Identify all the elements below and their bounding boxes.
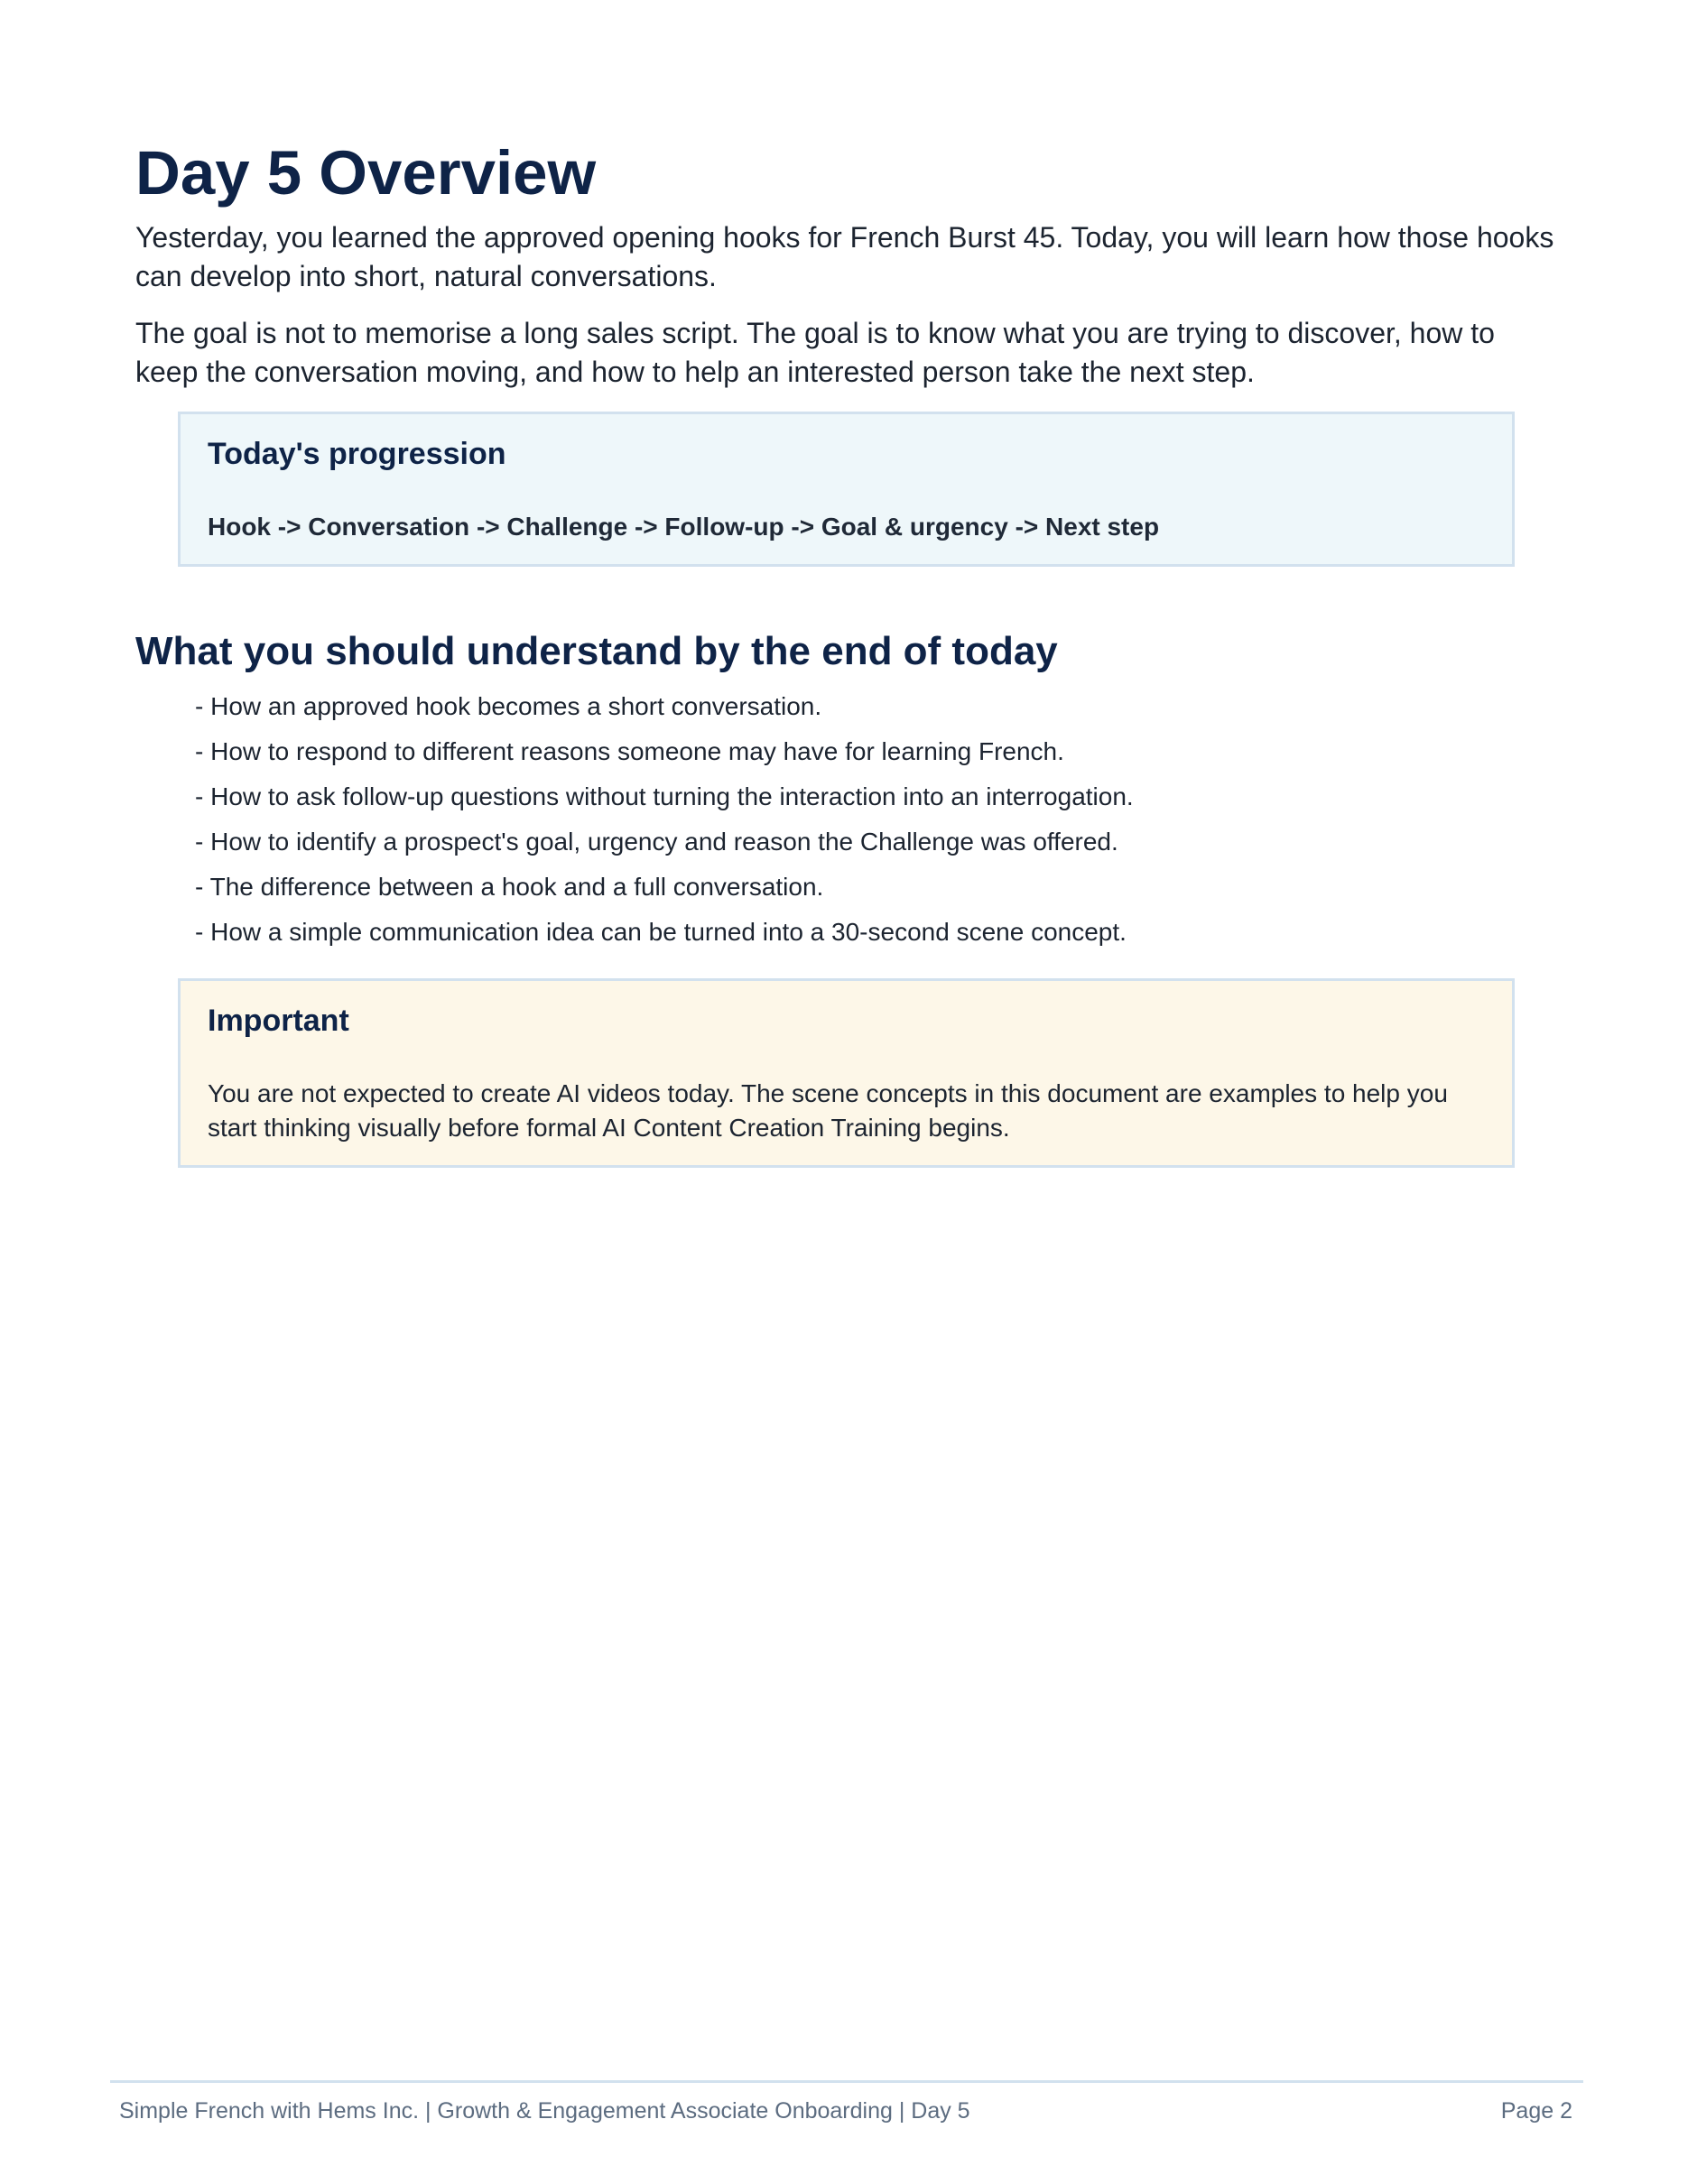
important-body: You are not expected to create AI videos today. The scene concepts in this document are examples to help you start thinking visually before formal AI Content Creation Training begins. <box>208 1079 1448 1142</box>
progression-title: Today's progression <box>208 437 506 471</box>
page-number: Page 2 <box>1500 2098 1572 2124</box>
list-item: - How to ask follow-up questions without turning the interaction into an interrogation. <box>195 782 1134 810</box>
footer-text: Simple French with Hems Inc. | Growth & Engagement Associate Onboarding | Day 5 <box>119 2098 970 2124</box>
footer-divider <box>110 2080 1583 2083</box>
page-title: Day 5 Overview <box>135 138 597 208</box>
important-title: Important <box>208 1004 349 1038</box>
intro-paragraph-2: The goal is not to memorise a long sales script. The goal is to know what you are trying to discover, how to keep the conversation moving, and how to help an interested person take the next step. <box>135 317 1495 388</box>
progression-callout <box>178 412 1515 567</box>
list-item: - How an approved hook becomes a short conversation. <box>195 692 822 720</box>
important-callout <box>178 978 1515 1168</box>
list-item: - How to respond to different reasons someone may have for learning French. <box>195 737 1064 765</box>
document-page <box>135 135 1553 1168</box>
goals-list <box>195 691 1553 948</box>
list-item: - How a simple communication idea can be turned into a 30-second scene concept. <box>195 918 1127 946</box>
goals-heading: What you should understand by the end of today <box>135 629 1058 673</box>
progression-steps: Hook -> Conversation -> Challenge -> Follow-up -> Goal & urgency -> Next step <box>208 513 1160 541</box>
intro-paragraph-1: Yesterday, you learned the approved opening hooks for French Burst 45. Today, you will learn how those hooks can develop into short, natural conversations. <box>135 221 1554 292</box>
list-item: - The difference between a hook and a full conversation. <box>195 873 824 901</box>
list-item: - How to identify a prospect's goal, urgency and reason the Challenge was offered. <box>195 828 1118 856</box>
